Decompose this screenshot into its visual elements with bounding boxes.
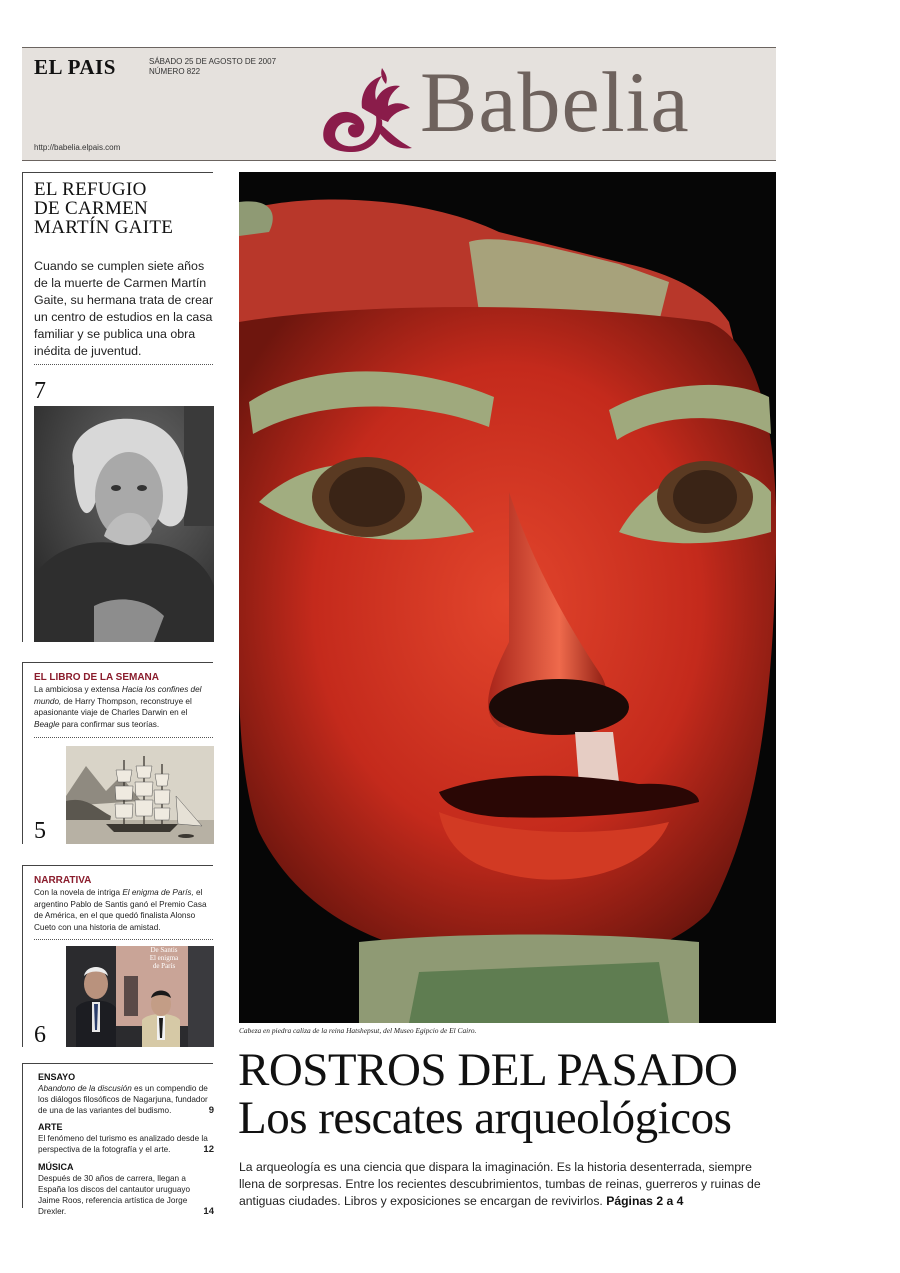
book-text-part: La ambiciosa y extensa (34, 685, 122, 694)
issue-info (149, 57, 276, 77)
index-top-rule (22, 1063, 213, 1064)
narrativa-divider (34, 939, 213, 940)
site-url[interactable]: http://babelia.elpais.com (34, 143, 121, 152)
narrativa-book-title: El enigma de París, (122, 888, 194, 897)
book-side-rule (22, 662, 23, 844)
index-head: ARTE (38, 1122, 63, 1132)
index-page: 9 (208, 1105, 214, 1116)
issue-number: NÚMERO 822 (149, 67, 201, 76)
index-text (38, 1173, 214, 1217)
index-arte[interactable] (38, 1122, 214, 1155)
poster-line: El enigma (149, 954, 179, 962)
feature-text: Cuando se cumplen siete años de la muerte de Carmen Martín Gaite, su hermana trata de crear un centro de estudios en la casa familiar y se publica una obra inédita de juventud. (34, 259, 214, 358)
subheadline[interactable]: Los rescates arqueológicos (238, 1092, 732, 1144)
lede-text (239, 1159, 776, 1210)
book-text-part: para confirmar sus teorías. (59, 719, 160, 729)
poster-text (142, 946, 186, 970)
feature-divider (34, 364, 213, 365)
babelia-logo-icon (318, 68, 416, 154)
book-title: Hacia los confines del mundo, (34, 685, 202, 706)
index-side-rule (22, 1063, 23, 1208)
narrativa-side-rule (22, 865, 23, 1047)
narrativa-page-number[interactable]: 6 (34, 1022, 46, 1048)
index-body: El fenómeno del turismo es analizado desde la perspectiva de la fotografía y el arte. (38, 1134, 208, 1154)
narrativa-text-part: el argentino Pablo de Santis ganó el Premio Casa de América, en el que quedó finalista Alonso Cueto con una historia de amistad. (34, 888, 207, 932)
headline[interactable]: ROSTROS DEL PASADO (238, 1044, 738, 1096)
book-divider (34, 737, 213, 738)
feature-title-line: EL REFUGIO (34, 179, 147, 200)
lede-body: La arqueología es una ciencia que dispara la imaginación. Es la historia desenterrada, siempre llena de sorpresas. Entre los recientes descubrimientos, tumbas de reinas, guerreros y ruinas de antiguas ciudades. Libros y exposiciones se encargan de revivirlos. (239, 1160, 761, 1208)
index-body: es un compendio de los diálogos filosóficos de Nagarjuna, fundador de una de las variantes del budismo. (38, 1084, 208, 1115)
feature-title[interactable] (34, 180, 214, 237)
ship-illustration (66, 746, 214, 844)
book-page-number[interactable]: 5 (34, 818, 46, 844)
lede-pages-link[interactable]: Páginas 2 a 4 (606, 1194, 684, 1208)
index-musica[interactable] (38, 1162, 214, 1217)
index-ensayo[interactable] (38, 1072, 214, 1116)
masthead (22, 47, 776, 161)
narrativa-top-rule (22, 865, 213, 866)
book-top-rule (22, 662, 213, 663)
poster-line: de París (152, 962, 176, 970)
book-section-head[interactable]: EL LIBRO DE LA SEMANA (34, 672, 160, 683)
narrativa-section-head[interactable]: NARRATIVA (34, 875, 92, 886)
poster-line: De Santis (150, 946, 178, 954)
index-italic: Abandono de la discusión (38, 1084, 132, 1093)
feature-photo (34, 406, 214, 642)
feature-top-rule (22, 172, 213, 173)
ship-name: Beagle (34, 719, 60, 729)
index-page: 12 (203, 1144, 214, 1155)
book-text (34, 684, 214, 730)
paper-name: EL PAIS (34, 55, 116, 79)
narrativa-text (34, 887, 214, 933)
index-page: 14 (203, 1206, 214, 1217)
index-text (38, 1133, 214, 1155)
feature-title-line: MARTÍN GAITE (34, 217, 174, 238)
index-head: ENSAYO (38, 1072, 76, 1082)
feature-side-rule (22, 172, 23, 642)
issue-date: SÁBADO 25 DE AGOSTO DE 2007 (149, 57, 277, 66)
index-head: MÚSICA (38, 1162, 74, 1172)
hatshepsut-photo (239, 172, 776, 1023)
index-text (38, 1083, 214, 1116)
babelia-logo: Babelia (420, 54, 690, 150)
feature-title-line: DE CARMEN (34, 198, 149, 219)
narrativa-text-part: Con la novela de intriga (34, 888, 123, 897)
index-body: Después de 30 años de carrera, llegan a España los discos del cantautor uruguayo Jaime Roos, referencia artística de Jorge Drexler. (38, 1174, 191, 1216)
award-photo (66, 946, 214, 1047)
feature-page-number[interactable]: 7 (34, 378, 46, 404)
photo-caption: Cabeza en piedra caliza de la reina Hatshepsut, del Museo Egipcio de El Cairo. (239, 1026, 477, 1035)
book-text-part: de Harry Thompson, reconstruye el apasionante viaje de Charles Darwin en el (34, 696, 192, 717)
